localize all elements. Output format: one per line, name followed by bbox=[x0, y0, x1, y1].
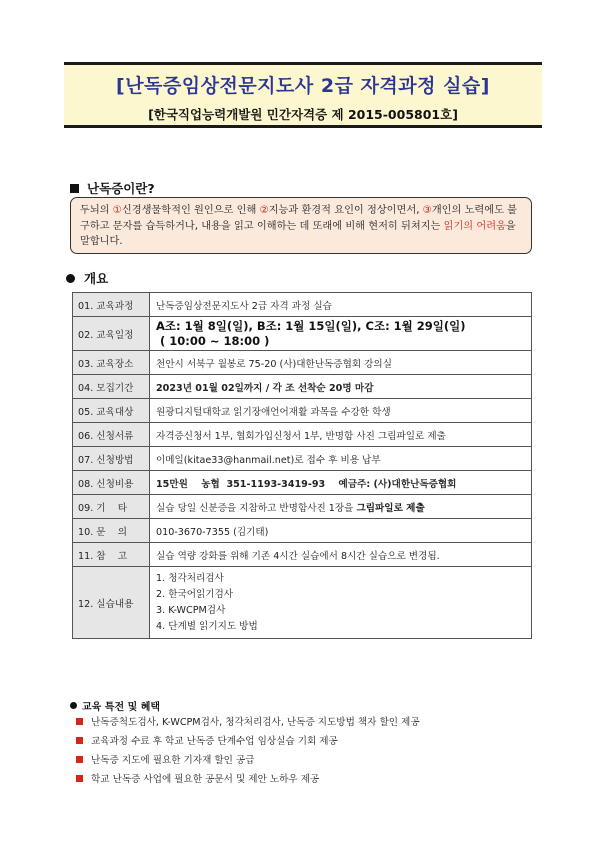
list-item: 4. 단계별 읽기지도 방법 bbox=[156, 620, 258, 632]
other-text: 실습 당일 신분증을 지참하고 반명함사진 1장을 bbox=[156, 502, 357, 514]
circle-bullet-icon bbox=[70, 702, 77, 709]
table-row bbox=[73, 375, 532, 399]
list-item: 2. 한국어읽기검사 bbox=[156, 588, 234, 600]
circled-number: ③ bbox=[422, 205, 432, 216]
table-row bbox=[73, 519, 532, 543]
page-subtitle: [한국직업능력개발원 민간자격증 제 2015-005801호] bbox=[148, 107, 458, 122]
schedule-time: ( 10:00 ~ 18:00 ) bbox=[160, 333, 270, 348]
list-item: 1. 청각처리검사 bbox=[156, 572, 224, 584]
list-item: 3. K-WCPM검사 bbox=[156, 604, 226, 616]
row-value: 이메일(kitae33@hanmail.net)로 접수 후 비용 납부 bbox=[150, 447, 532, 471]
red-square-bullet-icon bbox=[76, 737, 83, 744]
definition-heading bbox=[70, 179, 155, 197]
circled-number: ① bbox=[112, 205, 122, 216]
row-value: 실습 역량 강화를 위해 기존 4시간 실습에서 8시간 실습으로 변경됨. bbox=[150, 543, 532, 567]
row-label: 06. 신청서류 bbox=[73, 423, 150, 447]
table-row bbox=[73, 543, 532, 567]
definition-text: 신경생물학적인 원인으로 인해 bbox=[121, 205, 260, 216]
benefit-text: 난독증 지도에 필요한 기자재 할인 공급 bbox=[91, 755, 255, 766]
benefit-text: 학교 난독증 사업에 필요한 공문서 및 제안 노하우 제공 bbox=[91, 774, 320, 785]
red-square-bullet-icon bbox=[76, 775, 83, 782]
row-value: 난독증임상전문지도사 2급 자격 과정 실습 bbox=[150, 293, 532, 317]
benefit-text: 난독증척도검사, K-WCPM검사, 청각처리검사, 난독증 지도방법 책자 할인 제공 bbox=[91, 717, 420, 728]
definition-text: 개인의 노력에도 불구하고 문자를 습득하거나, 내용을 읽고 이해하는 데 또래에 비해 현저히 뒤쳐지는 bbox=[80, 205, 518, 232]
title-banner bbox=[64, 62, 542, 128]
definition-text: 을 말합니다. bbox=[80, 220, 516, 247]
row-label: 02. 교육일정 bbox=[73, 317, 150, 351]
definition-emphasis: 읽기의 어려움 bbox=[443, 220, 506, 232]
row-value: 원광디지털대학교 읽기장애언어재활 과목을 수강한 학생 bbox=[150, 399, 532, 423]
row-label: 09. 기 타 bbox=[73, 495, 150, 519]
definition-text: 지능과 환경적 요인이 정상이면서, bbox=[268, 205, 423, 216]
overview-table bbox=[72, 292, 532, 639]
row-value: 2023년 01월 02일까지 / 각 조 선착순 20명 마감 bbox=[150, 375, 532, 399]
row-label: 05. 교육대상 bbox=[73, 399, 150, 423]
table-row bbox=[73, 495, 532, 519]
list-item bbox=[76, 771, 319, 785]
overview-heading-text: 개요 bbox=[84, 271, 109, 286]
row-label: 08. 신청비용 bbox=[73, 471, 150, 495]
table-row bbox=[73, 293, 532, 317]
table-row bbox=[73, 423, 532, 447]
row-value: 010-3670-7355 (김기태) bbox=[150, 519, 532, 543]
table-row bbox=[73, 317, 532, 351]
row-label: 11. 참 고 bbox=[73, 543, 150, 567]
benefits-heading-text: 교육 특전 및 혜택 bbox=[82, 702, 161, 713]
list-item bbox=[76, 714, 420, 728]
overview-heading bbox=[66, 269, 108, 287]
row-value: 15만원 농협 351-1193-3419-93 예금주: (사)대한난독증협회 bbox=[150, 471, 532, 495]
row-value bbox=[150, 567, 532, 639]
row-value bbox=[150, 495, 532, 519]
table-row bbox=[73, 351, 532, 375]
row-value: 자격증신청서 1부, 협회가입신청서 1부, 반명함 사진 그림파일로 제출 bbox=[150, 423, 532, 447]
row-label: 07. 신청방법 bbox=[73, 447, 150, 471]
page-title: [난독증임상전문지도사 2급 자격과정 실습] bbox=[116, 75, 490, 97]
red-square-bullet-icon bbox=[76, 718, 83, 725]
definition-heading-text: 난독증이란? bbox=[87, 181, 155, 196]
circled-number: ② bbox=[259, 205, 269, 216]
circle-bullet-icon bbox=[66, 274, 75, 283]
list-item bbox=[76, 733, 338, 747]
row-value: 천안시 서북구 월봉로 75-20 (사)대한난독증협회 강의실 bbox=[150, 351, 532, 375]
row-value bbox=[150, 317, 532, 351]
square-bullet-icon bbox=[70, 184, 79, 193]
schedule-dates: A조: 1월 8일(일), B조: 1월 15일(일), C조: 1월 29일(일) bbox=[156, 318, 466, 333]
table-row bbox=[73, 471, 532, 495]
other-text-bold: 그림파일로 제출 bbox=[356, 502, 425, 514]
benefits-heading bbox=[70, 698, 160, 713]
table-row bbox=[73, 567, 532, 639]
row-label: 04. 모집기간 bbox=[73, 375, 150, 399]
row-label: 01. 교육과정 bbox=[73, 293, 150, 317]
row-label: 12. 실습내용 bbox=[73, 567, 150, 639]
definition-box bbox=[70, 197, 532, 254]
row-label: 03. 교육장소 bbox=[73, 351, 150, 375]
benefits-section bbox=[70, 698, 420, 785]
list-item bbox=[76, 752, 255, 766]
benefit-text: 교육과정 수료 후 학교 난독증 단계수업 임상실습 기회 제공 bbox=[91, 736, 338, 747]
red-square-bullet-icon bbox=[76, 756, 83, 763]
row-label: 10. 문 의 bbox=[73, 519, 150, 543]
table-row bbox=[73, 399, 532, 423]
table-row bbox=[73, 447, 532, 471]
definition-text: 두뇌의 bbox=[80, 205, 113, 216]
